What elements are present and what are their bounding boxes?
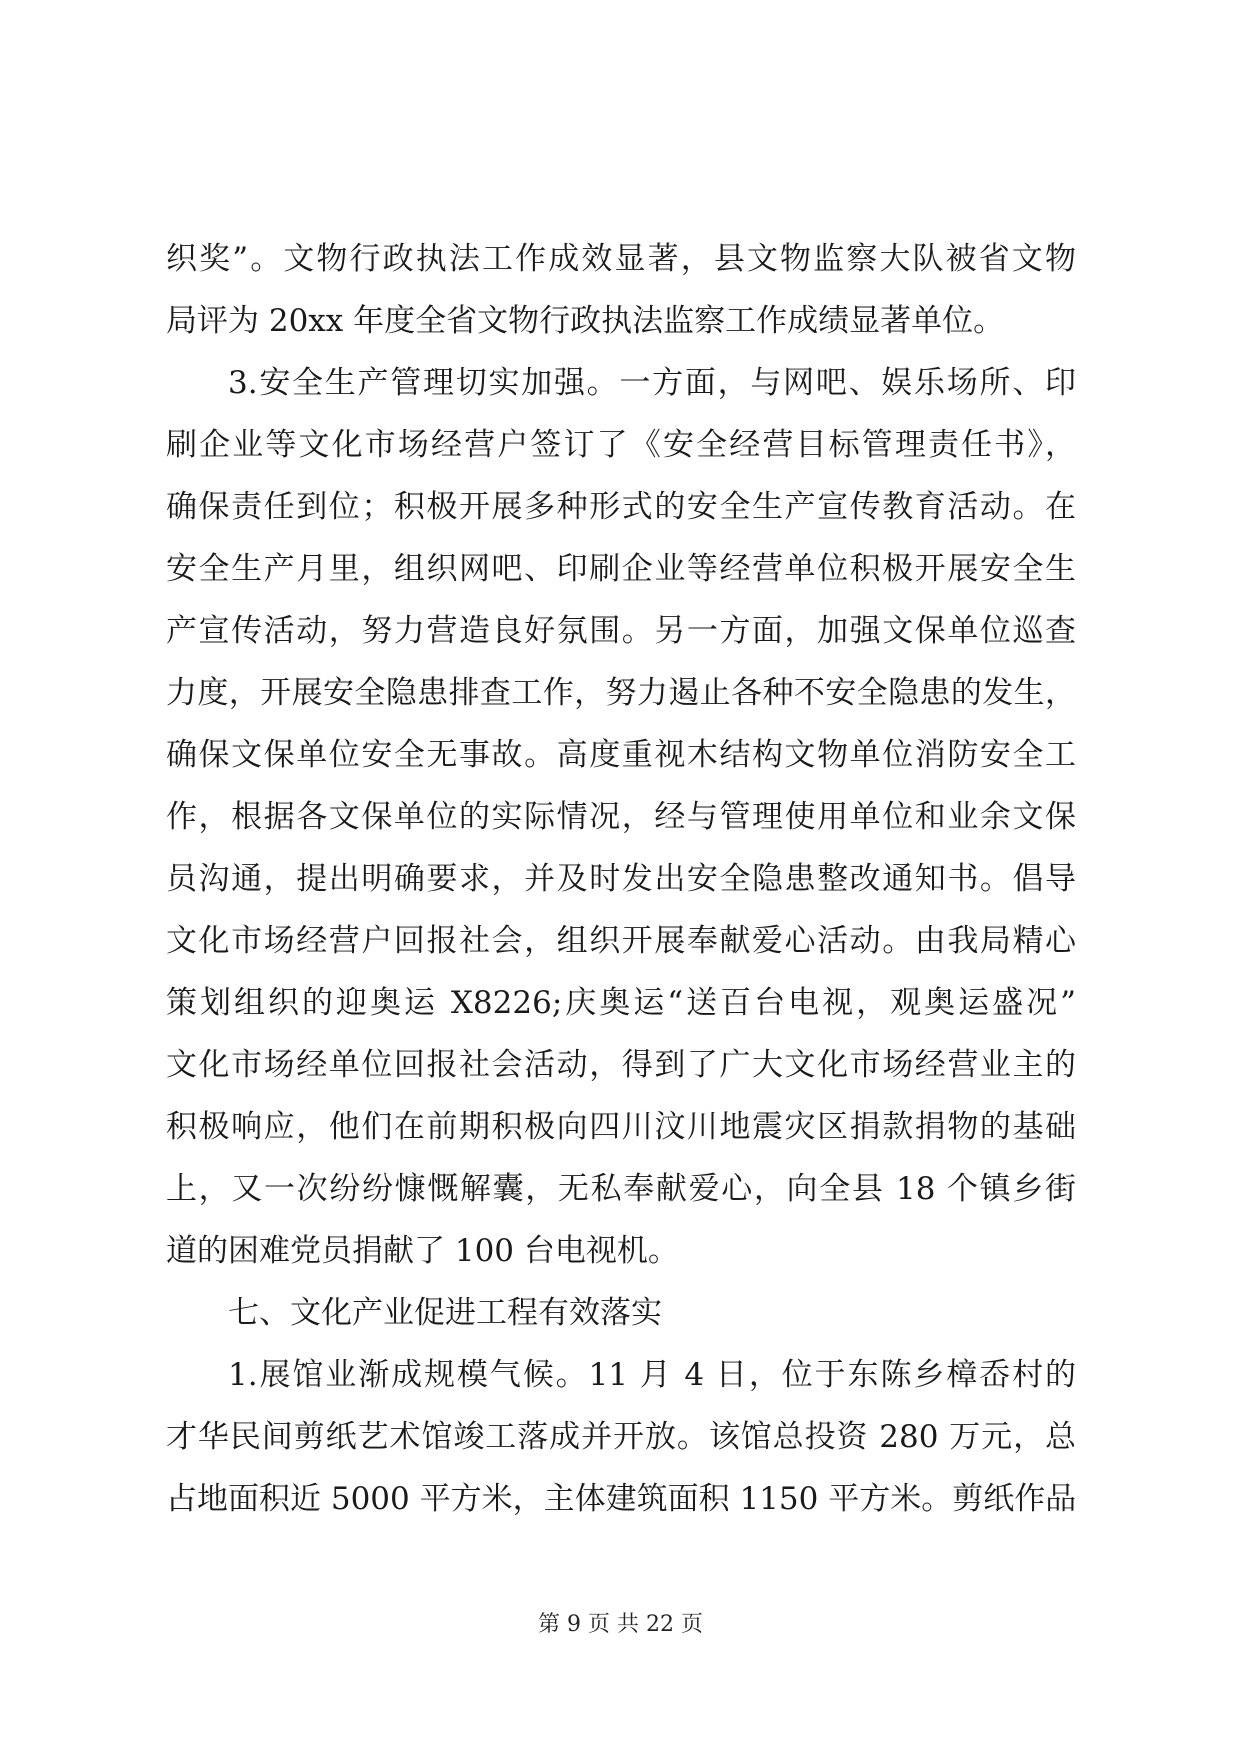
text-line: 才华民间剪纸艺术馆竣工落成并开放。该馆总投资 280 万元，总: [166, 1419, 1076, 1455]
text-line: 作，根据各文保单位的实际情况，经与管理使用单位和业余文保: [166, 799, 1076, 835]
text-line: 策划组织的迎奥运 X8226;庆奥运“送百台电视，观奥运盛况”: [166, 985, 1076, 1021]
text-line: 刷企业等文化市场经营户签订了《安全经营目标管理责任书》，: [166, 427, 1076, 463]
text-line: 道的困难党员捐献了 100 台电视机。: [166, 1233, 679, 1269]
text-line: 上，又一次纷纷慷慨解囊，无私奉献爱心，向全县 18 个镇乡街: [166, 1171, 1076, 1207]
text-line: 文化市场经单位回报社会活动，得到了广大文化市场经营业主的: [166, 1047, 1076, 1083]
text-line: 3.安全生产管理切实加强。一方面，与网吧、娱乐场所、印: [228, 365, 1076, 401]
text-line: 确保责任到位；积极开展多种形式的安全生产宣传教育活动。在: [166, 489, 1076, 525]
text-line: 占地面积近 5000 平方米，主体建筑面积 1150 平方米。剪纸作品: [166, 1481, 1077, 1517]
text-line: 织奖”。文物行政执法工作成效显著，县文物监察大队被省文物: [166, 241, 1076, 277]
text-line: 产宣传活动，努力营造良好氛围。另一方面，加强文保单位巡查: [166, 613, 1076, 649]
text-line: 文化市场经营户回报社会，组织开展奉献爱心活动。由我局精心: [166, 923, 1076, 959]
text-line: 员沟通，提出明确要求，并及时发出安全隐患整改通知书。倡导: [166, 861, 1076, 897]
text-line: 力度，开展安全隐患排查工作，努力遏止各种不安全隐患的发生，: [166, 675, 1076, 711]
page-footer: 第 9 页 共 22 页: [538, 1612, 703, 1637]
text-line: 局评为 20xx 年度全省文物行政执法监察工作成绩显著单位。: [166, 303, 1005, 339]
text-line: 积极响应，他们在前期积极向四川汶川地震灾区捐款捐物的基础: [166, 1109, 1076, 1145]
text-line: 确保文保单位安全无事故。高度重视木结构文物单位消防安全工: [166, 737, 1076, 773]
document-body: [166, 228, 1076, 1530]
text-line: 安全生产月里，组织网吧、印刷企业等经营单位积极开展安全生: [166, 551, 1076, 587]
text-line: 七、文化产业促进工程有效落实: [228, 1295, 662, 1331]
text-line: 1.展馆业渐成规模气候。11 月 4 日，位于东陈乡樟岙村的: [228, 1357, 1076, 1393]
